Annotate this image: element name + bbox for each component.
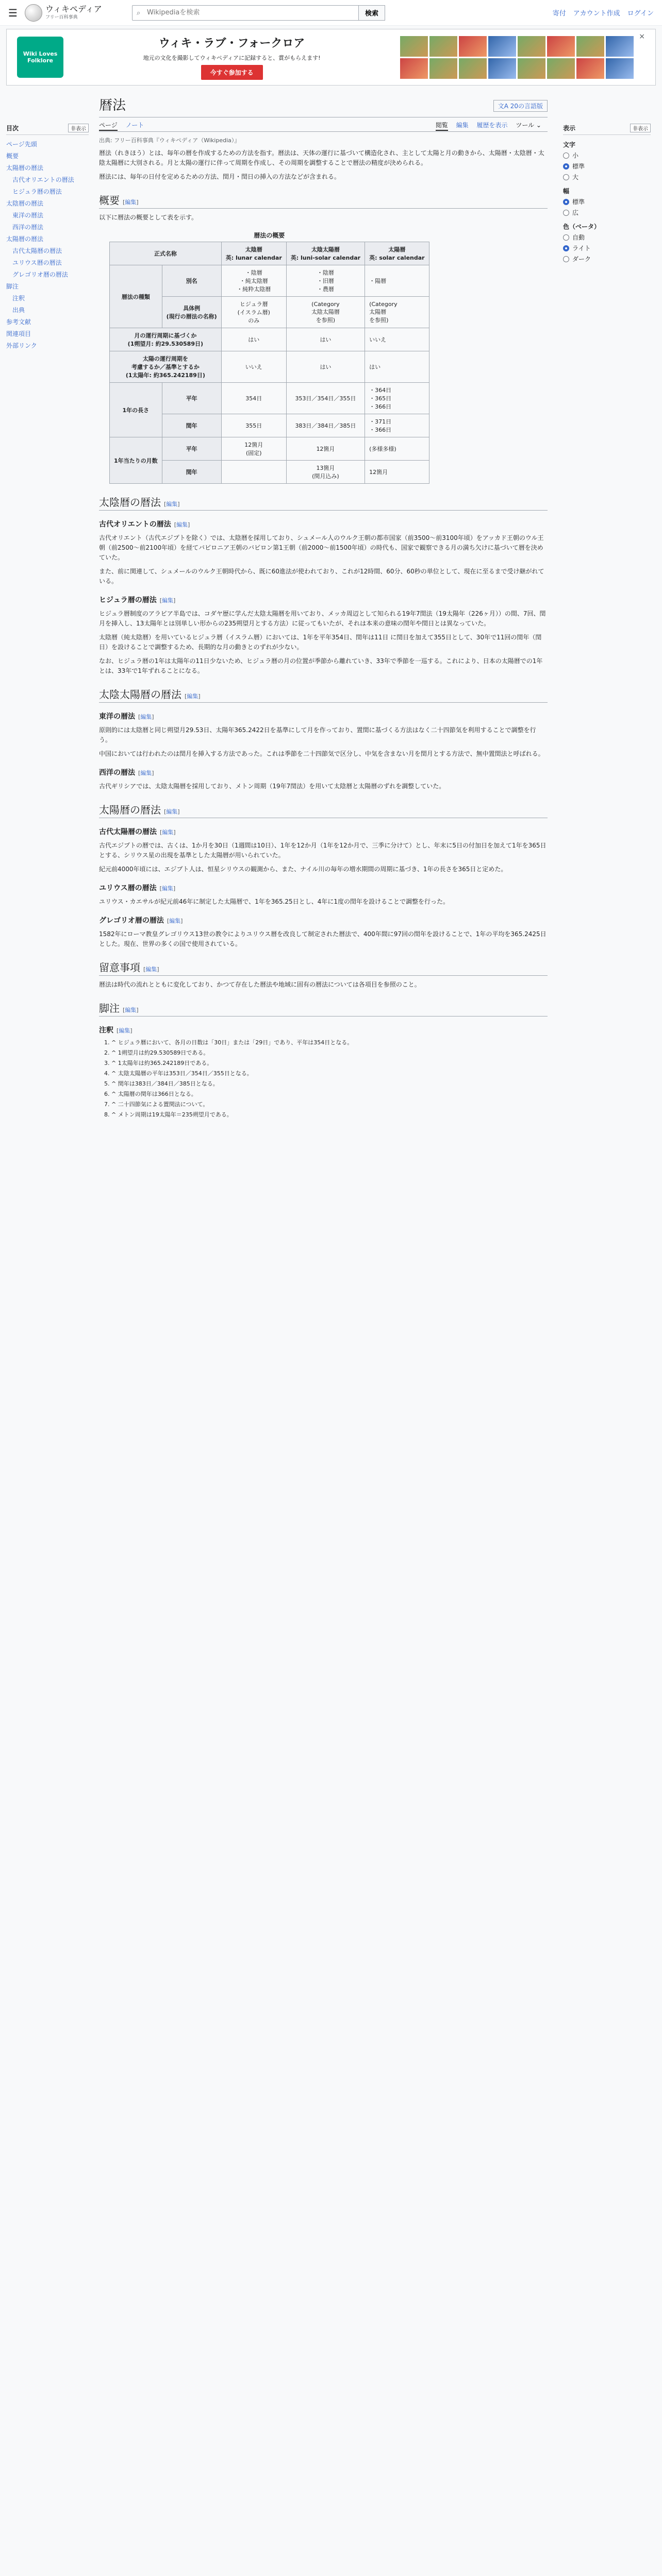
body-paragraph: 紀元前4000年頃には、エジプト人は、恒星シリウスの観測から、また、ナイル川の毎年の増水期間の周期に基づき、1年の長さを365日と定めた。 <box>99 866 507 873</box>
source-note: 出典: フリー百科事典『ウィキペディア（Wikipedia）』 <box>99 137 240 144</box>
section-heading: 注釈 [編集] <box>99 1026 133 1035</box>
radio-option[interactable]: 自動 <box>563 233 651 242</box>
section-heading: グレゴリオ暦の暦法 [編集] <box>99 917 183 925</box>
radio-option[interactable]: 標準 <box>563 197 651 206</box>
campaign-banner <box>6 29 656 86</box>
table-cell: (多様多様) <box>365 437 429 461</box>
section-heading: 留意事項 [編集] <box>99 959 548 976</box>
toc-item[interactable]: ページ先頭 <box>6 141 37 148</box>
edit-section-link[interactable]: 編集 <box>169 918 181 924</box>
radio-option[interactable]: ライト <box>563 244 651 252</box>
table-header: 正式名称 <box>110 242 222 265</box>
table-cell: 12箇月 (固定) <box>221 437 286 461</box>
table-row-header: 1年当たりの月数 <box>110 437 162 484</box>
table-caption: 暦法の概要 <box>254 232 285 239</box>
table-header: 太陽暦 英: solar calendar <box>365 242 429 265</box>
radio-option[interactable]: 小 <box>563 151 651 160</box>
table-cell: いいえ <box>221 351 286 383</box>
table-header: 太陰暦 英: lunar calendar <box>221 242 286 265</box>
table-cell: 383日／384日／385日 <box>286 414 365 437</box>
toc-item[interactable]: 東洋の暦法 <box>12 212 44 219</box>
section-heading: 太陽暦の暦法 [編集] <box>99 802 548 818</box>
toc-item[interactable]: 脚注 <box>6 283 19 290</box>
edit-section-link[interactable]: 編集 <box>119 1027 130 1034</box>
toc-item[interactable]: 参考文献 <box>6 318 31 326</box>
radio-icon <box>563 256 569 262</box>
table-cell: はい <box>286 351 365 383</box>
banner-join-button[interactable]: 今すぐ参加する <box>201 65 263 80</box>
body-paragraph: 原則的には太陰暦と同じ朔望月29.53日、太陽年365.2422日を基準にして月を作っており、置閏に基づくる方法はなく二十四節気を利用することで調整を行う。 <box>99 726 536 743</box>
edit-section-link[interactable]: 編集 <box>140 714 152 720</box>
search-button[interactable]: 検索 <box>359 5 385 21</box>
toc-item[interactable]: 太陽暦の暦法 <box>6 235 44 243</box>
radio-option[interactable]: 広 <box>563 208 651 217</box>
section-heading: 概要 [編集] <box>99 192 548 209</box>
edit-section-link[interactable]: 編集 <box>166 808 178 815</box>
footnote-item: 6. ^ 太陽暦の閏年は366日となる。 <box>111 1090 548 1098</box>
table-cell: (Category 太陰太陽暦 を参照) <box>286 297 365 328</box>
table-row <box>110 265 429 297</box>
donate-link[interactable]: 寄付 <box>552 10 566 18</box>
section-heading: 脚注 [編集] <box>99 1000 548 1016</box>
tab-talk[interactable]: ノート <box>125 122 144 129</box>
section-heading: 太陰太陽暦の暦法 [編集] <box>99 686 548 703</box>
body-paragraph: 古代ギリシアでは、太陰太陽暦を採用しており、メトン周期（19年7閏法）を用いて太陰暦と太陽暦のずれを調整していた。 <box>99 783 445 790</box>
table-of-contents <box>6 86 89 1121</box>
table-row <box>110 383 429 414</box>
site-subtitle: フリー百科事典 <box>45 15 78 20</box>
campaign-logo: Wiki Loves Folklore <box>17 37 63 78</box>
site-logo[interactable] <box>25 4 123 22</box>
table-cell: ・364日 ・365日 ・366日 <box>365 383 429 414</box>
toc-item[interactable]: 西洋の暦法 <box>12 224 44 231</box>
tab-history[interactable]: 履歴を表示 <box>476 122 508 129</box>
wikipedia-globe-icon <box>25 4 42 22</box>
banner-title: ウィキ・ラブ・フォークロア <box>158 37 305 50</box>
edit-section-link[interactable]: 編集 <box>187 693 198 700</box>
radio-icon <box>563 245 569 251</box>
table-row-header: 太陽の運行周期を 考慮するか／基準とするか (1太陽年: 約365.242189日) <box>110 351 222 383</box>
table-cell: ・陽暦 <box>365 265 429 297</box>
banner-subtitle: 地元の文化を撮影してウィキペディアに記録すると、賞がもらえます! <box>143 55 321 61</box>
footnote-item: 8. ^ メトン周期は19太陽年＝235朔望月である。 <box>111 1110 548 1119</box>
toc-item[interactable]: ユリウス暦の暦法 <box>12 259 62 266</box>
search-form <box>132 5 385 21</box>
personal-tools <box>553 8 654 18</box>
section-heading: 西洋の暦法 [編集] <box>99 769 154 777</box>
page-tabs <box>99 117 548 132</box>
table-cell: 12箇月 <box>365 461 429 484</box>
radio-icon <box>563 210 569 216</box>
edit-section-link[interactable]: 編集 <box>162 597 174 604</box>
table-cell <box>221 461 286 484</box>
radio-icon <box>563 199 569 205</box>
toc-item[interactable]: 古代オリエントの暦法 <box>12 176 74 183</box>
section-heading: ユリウス暦の暦法 [編集] <box>99 884 176 892</box>
table-cell: 12箇月 <box>286 437 365 461</box>
toc-item[interactable]: 外部リンク <box>6 342 37 349</box>
table-cell: いいえ <box>365 328 429 351</box>
footnote-item: 4. ^ 太陰太陽暦の平年は353日／354日／355日となる。 <box>111 1069 548 1078</box>
overview-intro: 以下に暦法の概要として表を示す。 <box>99 214 198 221</box>
close-icon[interactable]: × <box>639 32 645 41</box>
footnote-item: 1. ^ ヒジュラ暦において、各月の日数は「30日」または「29日」であり、平年は354日となる。 <box>111 1038 548 1047</box>
body-paragraph: ユリウス・カエサルが紀元前46年に制定した太陽暦で、1年を365.25日とし、4年に1度の閏年を設けることで調整を行った。 <box>99 898 449 905</box>
table-row-header: 閏年 <box>162 461 221 484</box>
radio-icon <box>563 234 569 241</box>
toc-item[interactable]: 注釈 <box>12 295 25 302</box>
section-heading: 古代太陽暦の暦法 [編集] <box>99 828 176 836</box>
body-paragraph: 中国においては行われたのは閏月を挿入する方法であった。これは季節を二十四節気で区分し、中気を含まない月を閏月とする方法で、無中置閏法と呼ばれる。 <box>99 750 544 757</box>
table-cell: はい <box>286 328 365 351</box>
toc-item[interactable]: グレゴリオ暦の暦法 <box>12 271 68 278</box>
tab-page[interactable]: ページ <box>99 122 118 131</box>
table-row-header: 1年の長さ <box>110 383 162 437</box>
toc-item[interactable]: 出典 <box>12 307 25 314</box>
body-paragraph: 暦法は時代の流れとともに変化しており、かつて存在した暦法や地域に固有の暦法については各項目を参照のこと。 <box>99 981 421 988</box>
table-header: 太陰太陽暦 英: luni-solar calendar <box>286 242 365 265</box>
appearance-panel <box>563 86 651 1121</box>
radio-option[interactable]: ダーク <box>563 255 651 263</box>
table-row-header: 具体例 (現行の暦法の名称) <box>162 297 221 328</box>
banner-photo-grid <box>400 36 634 79</box>
toc-item[interactable]: 太陽暦の暦法 <box>6 164 44 172</box>
table-cell: はい <box>365 351 429 383</box>
body-paragraph: 古代エジプトの暦では、古くは、1か月を30日（1週間は10日）、1年を12か月（1年を12か月で、三季に分けて）とし、年末に5日の付加日を加えて1年を365日とする、シリウス星の出現を基準とした太陽暦が用いられていた。 <box>99 842 547 859</box>
edit-section-link[interactable]: 編集 <box>176 521 188 528</box>
toc-hide-button[interactable]: 非表示 <box>68 124 89 132</box>
table-row-header: 平年 <box>162 383 221 414</box>
page-title: 暦法 <box>99 98 126 113</box>
toc-title: 目次 <box>6 125 19 132</box>
body-paragraph: 1582年にローマ教皇グレゴリウス13世の教令によりユリウス暦を改良して制定された暦法で、400年間に97回の閏年を設けることで、1年の平均を365.2425日とした。現在、世界の多くの国で使用されている。 <box>99 930 547 947</box>
table-row-header: 閏年 <box>162 414 221 437</box>
tab-read[interactable]: 閲覧 <box>436 122 448 131</box>
create-account-link[interactable]: アカウント作成 <box>573 10 620 18</box>
table-row <box>110 437 429 461</box>
login-link[interactable]: ログイン <box>627 10 654 18</box>
color-label: 色（ベータ） <box>563 223 601 230</box>
body-paragraph: 太陰暦（純太陰暦）を用いているヒジュラ暦（イスラム暦）においては、1年を平年354日、閏年は11日 に閏日を加えて355日として、30年で11回の閏年（閏日）を設けることで調整するため、長期的な月の動きとのずれが少ない。 <box>99 634 542 651</box>
table-cell: 355日 <box>221 414 286 437</box>
main-content <box>99 86 548 1121</box>
appearance-hide-button[interactable]: 非表示 <box>630 124 651 132</box>
tab-tools[interactable]: ツール ⌄ <box>516 122 541 129</box>
table-cell: 354日 <box>221 383 286 414</box>
table-row <box>110 351 429 383</box>
table-cell: ・陰暦 ・旧暦 ・農暦 <box>286 265 365 297</box>
site-header <box>0 0 662 26</box>
body-paragraph: 古代オリエント（古代エジプトを除く）では、太陰暦を採用しており、シュメール人のウルク王朝の都市国家（前3500～前3100年頃）をアッカド王朝のウル王朝（前2500～前2100年頃）を経てバビロニア王朝のバビロン第1王朝（前2000～前1500年頃）の時代も、国家で観察できる月の満ち欠けに基づいて暦を決めていた。 <box>99 534 544 561</box>
table-cell: ・陰暦 ・純太陰暦 ・純粋太陰暦 <box>221 265 286 297</box>
section-heading: 古代オリエントの暦法 [編集] <box>99 520 190 529</box>
section-heading: 東洋の暦法 [編集] <box>99 713 154 721</box>
radio-icon <box>563 163 569 170</box>
body-paragraph: また、前に関連して、シュメールのウルク王朝時代から、既に60進法が使われており、これが12時間、60分、60秒の単位として、現在に至るまで受け継がれている。 <box>99 568 544 585</box>
table-row-header: 月の運行周期に基づくか (1朔望月: 約29.530589日) <box>110 328 222 351</box>
footnote-item: 7. ^ 二十四節気による置閏法について。 <box>111 1100 548 1109</box>
table-cell: ・371日 ・366日 <box>365 414 429 437</box>
table-row <box>110 328 429 351</box>
body-paragraph: ヒジュラ暦制度のアラビア半島では、コダヤ歴に学んだ太陰太陽暦を用いており、メッカ周辺として知られる19年7閏法（19太陽年（226ヶ月））の間、7回、閏月を挿入し、13太陽年とは別単しい形からの235朔望月とする方法）に従ってもいたが、それは本来の意味の閏年や閏日とは異なっていた。 <box>99 610 546 627</box>
intro-paragraph: 暦法（れきほう）とは、毎年の暦を作成するための方法を指す。暦法は、天体の運行に基づいて構造化され、主として太陽と月の動きから、太陽暦・太陰暦・太陰太陽暦に大別される。月と太陽の運行に伴って周期を作成し、その周期を調整することで暦法の精度が決められる。 <box>99 149 544 166</box>
table-cell: 353日／354日／355日 <box>286 383 365 414</box>
radio-option[interactable]: 標準 <box>563 162 651 171</box>
toc-item[interactable]: 古代太陽暦の暦法 <box>12 247 62 255</box>
toc-item[interactable]: 概要 <box>6 152 19 160</box>
toc-item[interactable]: 関連項目 <box>6 330 31 337</box>
search-icon: ⌕ <box>136 9 141 17</box>
toc-item[interactable]: 太陰暦の暦法 <box>6 200 44 207</box>
intro-paragraph: 暦法には、毎年の日付を定めるための方法、閏月・閏日の挿入の方法などが含まれる。 <box>99 173 341 180</box>
table-cell: ヒジュラ暦 (イスラム暦) のみ <box>221 297 286 328</box>
edit-section-link[interactable]: 編集 <box>166 501 178 507</box>
hamburger-icon[interactable]: ☰ <box>8 6 18 19</box>
table-row-header: 暦法の種類 <box>110 265 162 328</box>
site-name: ウィキペディア <box>45 4 102 14</box>
edit-section-link[interactable]: 編集 <box>125 199 137 206</box>
table-row-header: 平年 <box>162 437 221 461</box>
edit-section-link[interactable]: 編集 <box>162 829 174 836</box>
edit-section-link[interactable]: 編集 <box>125 1007 137 1013</box>
footnote-item: 5. ^ 閏年は383日／384日／385日となる。 <box>111 1079 548 1088</box>
section-heading: 太陰暦の暦法 [編集] <box>99 494 548 511</box>
text-size-label: 文字 <box>563 141 576 148</box>
table-cell: (Category 太陽暦 を参照) <box>365 297 429 328</box>
toc-item[interactable]: ヒジュラ暦の暦法 <box>12 188 62 195</box>
overview-table <box>109 229 429 484</box>
section-heading: ヒジュラ暦の暦法 [編集] <box>99 596 176 604</box>
footnote-list <box>99 1038 548 1119</box>
body-paragraph: なお、ヒジュラ暦の1年は太陽年の11日少ないため、ヒジュラ暦の月の位置が季節から離れていき、33年で季節を一巡する。これにより、日本の太陽暦での1年とは、33年で1年ずれることになる。 <box>99 657 543 674</box>
table-row-header: 別名 <box>162 265 221 297</box>
edit-section-link[interactable]: 編集 <box>161 885 173 892</box>
footnote-item: 2. ^ 1朔望月は約29.530589日である。 <box>111 1048 548 1057</box>
radio-icon <box>563 152 569 159</box>
tab-edit[interactable]: 編集 <box>456 122 469 129</box>
language-button[interactable]: 文A 20の言語版 <box>493 100 548 112</box>
width-label: 幅 <box>563 188 570 195</box>
edit-section-link[interactable]: 編集 <box>140 770 152 776</box>
radio-option[interactable]: 大 <box>563 173 651 181</box>
radio-icon <box>563 174 569 180</box>
search-input[interactable] <box>132 5 359 21</box>
footnote-item: 3. ^ 1太陽年は約365.242189日である。 <box>111 1059 548 1067</box>
appearance-title: 表示 <box>563 125 576 132</box>
edit-section-link[interactable]: 編集 <box>145 966 157 973</box>
table-cell: 13箇月 (閏月込み) <box>286 461 365 484</box>
table-cell: はい <box>221 328 286 351</box>
